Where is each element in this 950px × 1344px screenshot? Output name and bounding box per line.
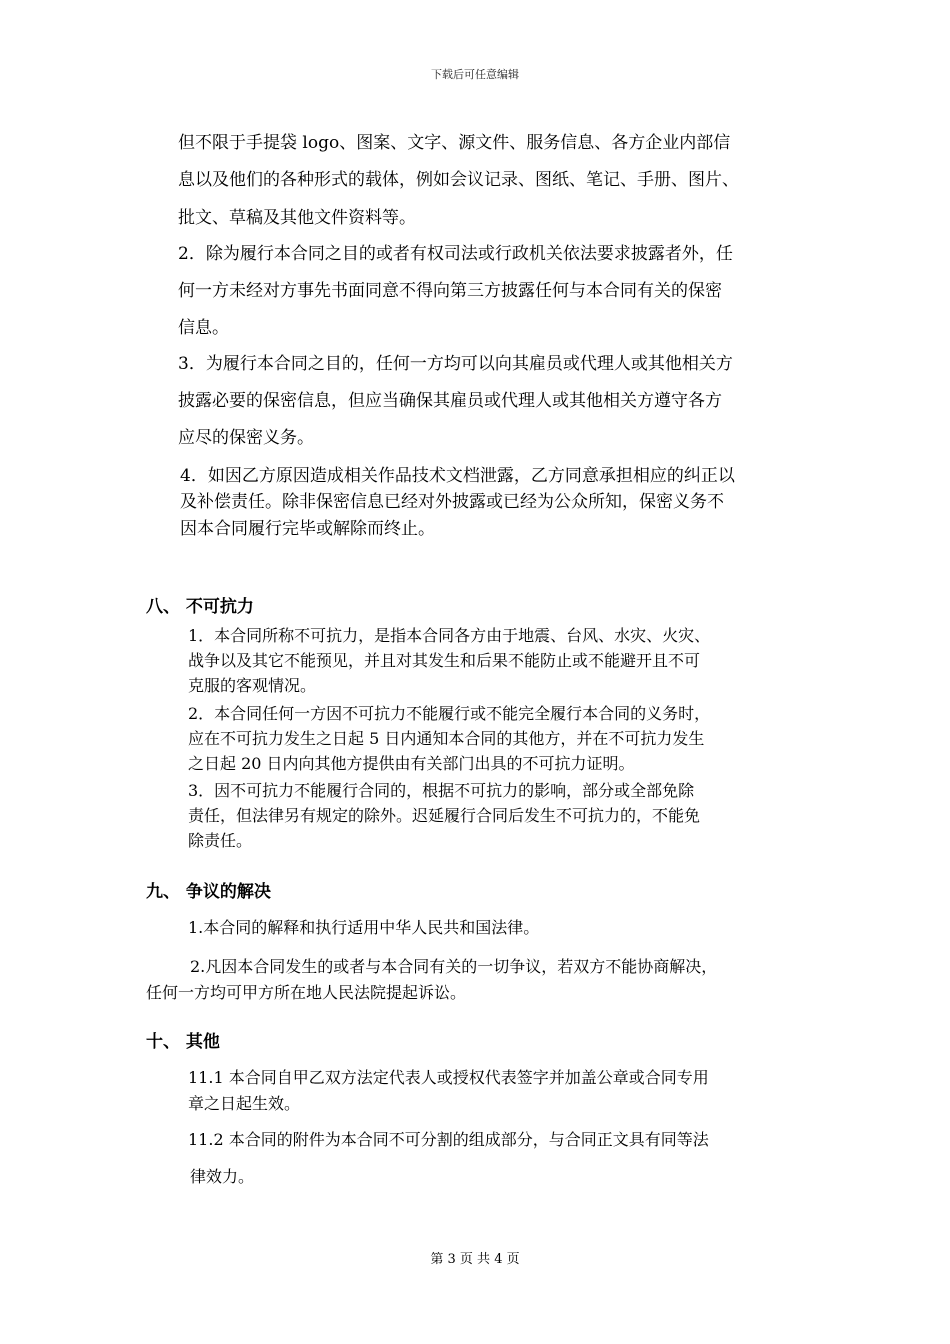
paragraph-line: 因本合同履行完毕或解除而终止。 bbox=[180, 519, 435, 539]
paragraph-line: 克服的客观情况。 bbox=[188, 676, 317, 695]
paragraph-line: 11.2 本合同的附件为本合同不可分割的组成部分，与合同正文具有同等法 bbox=[188, 1130, 709, 1149]
paragraph-line: 2．本合同任何一方因不可抗力不能履行或不能完全履行本合同的义务时， bbox=[188, 704, 711, 723]
page-number: 第 3 页 共 4 页 bbox=[430, 1252, 520, 1267]
section-heading: 十、 其他 bbox=[146, 1032, 220, 1052]
paragraph-line: 2.凡因本合同发生的或者与本合同有关的一切争议，若双方不能协商解决， bbox=[190, 957, 718, 976]
paragraph-line: 3．为履行本合同之目的，任何一方均可以向其雇员或代理人或其他相关方 bbox=[178, 354, 733, 374]
paragraph-line: 及补偿责任。除非保密信息已经对外披露或已经为公众所知，保密义务不 bbox=[180, 492, 724, 512]
paragraph-line: 息以及他们的各种形式的载体，例如会议记录、图纸、笔记、手册、图片、 bbox=[178, 170, 739, 190]
paragraph-line: 除责任。 bbox=[188, 831, 253, 850]
paragraph-line: 责任，但法律另有规定的除外。迟延履行合同后发生不可抗力的，不能免 bbox=[188, 806, 701, 825]
paragraph-line: 任何一方均可甲方所在地人民法院提起诉讼。 bbox=[146, 983, 467, 1002]
paragraph-line: 11.1 本合同自甲乙双方法定代表人或授权代表签字并加盖公章或合同专用 bbox=[188, 1068, 709, 1087]
section-heading: 八、 不可抗力 bbox=[146, 597, 254, 617]
paragraph-line: 之日起 20 日内向其他方提供由有关部门出具的不可抗力证明。 bbox=[188, 754, 635, 773]
paragraph-line: 战争以及其它不能预见，并且对其发生和后果不能防止或不能避开且不可 bbox=[188, 651, 701, 670]
paragraph-line: 应在不可抗力发生之日起 5 日内通知本合同的其他方，并在不可抗力发生 bbox=[188, 729, 705, 748]
paragraph-line: 信息。 bbox=[178, 318, 229, 338]
paragraph-line: 4．如因乙方原因造成相关作品技术文档泄露，乙方同意承担相应的纠正以 bbox=[180, 466, 735, 486]
paragraph-line: 披露必要的保密信息，但应当确保其雇员或代理人或其他相关方遵守各方 bbox=[178, 391, 722, 411]
paragraph-line: 1.本合同的解释和执行适用中华人民共和国法律。 bbox=[188, 918, 540, 937]
section-heading: 九、 争议的解决 bbox=[146, 882, 271, 902]
paragraph-line: 1．本合同所称不可抗力，是指本合同各方由于地震、台风、水灾、火灾、 bbox=[188, 626, 711, 645]
paragraph-line: 应尽的保密义务。 bbox=[178, 428, 314, 448]
paragraph-line: 2．除为履行本合同之目的或者有权司法或行政机关依法要求披露者外，任 bbox=[178, 244, 733, 264]
paragraph-line: 3．因不可抗力不能履行合同的，根据不可抗力的影响，部分或全部免除 bbox=[188, 781, 695, 800]
paragraph-line: 批文、草稿及其他文件资料等。 bbox=[178, 208, 416, 228]
paragraph-line: 但不限于手提袋 logo、图案、文字、源文件、服务信息、各方企业内部信 bbox=[178, 133, 731, 153]
paragraph-line: 章之日起生效。 bbox=[188, 1094, 301, 1113]
page-header: 下载后可任意编辑 bbox=[431, 68, 519, 81]
paragraph-line: 律效力。 bbox=[190, 1167, 255, 1186]
paragraph-line: 何一方未经对方事先书面同意不得向第三方披露任何与本合同有关的保密 bbox=[178, 281, 722, 301]
